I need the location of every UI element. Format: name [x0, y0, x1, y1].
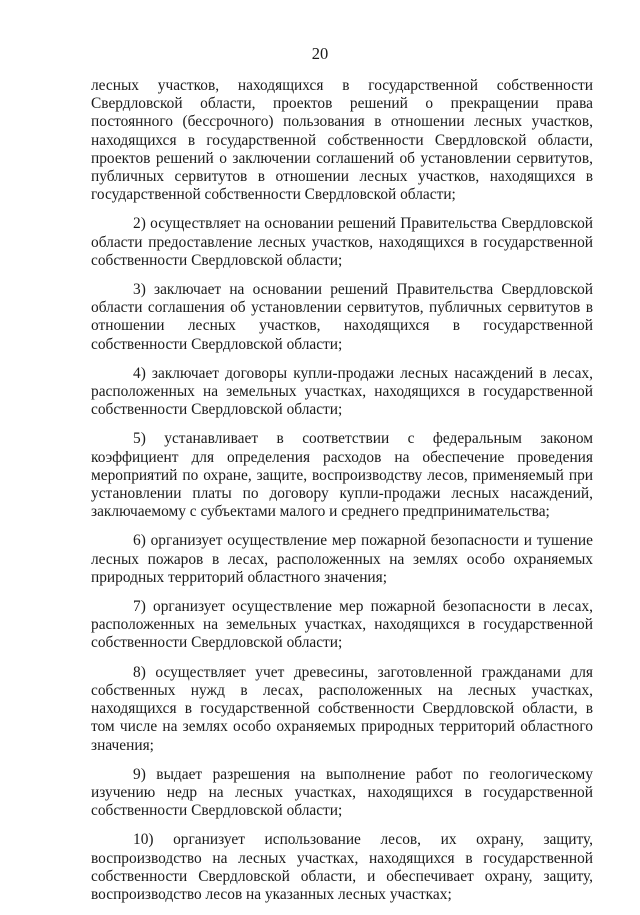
page-number: 20: [311, 44, 329, 63]
paragraph-continuation: лесных участков, находящихся в государственной собственности Свердловской области, проектов решений о прекращении права постоянного (бессрочного) пользования в отношении лесных участков, находящихся в государственной собственности Свердловской области, проектов решений о заключении соглашений об установлении сервитутов, публичных сервитутов в отношении лесных участков, находящихся в государственной собственности Свердловской области;: [91, 77, 593, 204]
paragraph-item-7: 7) организует осуществление мер пожарной безопасности в лесах, расположенных на земельных участках, находящихся в государственной собственности Свердловской области;: [91, 598, 593, 652]
paragraph-item-6: 6) организует осуществление мер пожарной безопасности и тушение лесных пожаров в лесах, расположенных на землях особо охраняемых природных территорий областного значения;: [91, 532, 593, 586]
paragraph-item-2: 2) осуществляет на основании решений Правительства Свердловской области предоставление лесных участков, находящихся в государственной собственности Свердловской области;: [91, 215, 593, 269]
paragraph-item-4: 4) заключает договоры купли-продажи лесных насаждений в лесах, расположенных на земельных участках, находящихся в государственной собственности Свердловской области;: [91, 364, 593, 419]
paragraph-item-9: 9) выдает разрешения на выполнение работ по геологическому изучению недр на лесных участках, находящихся в государственной собственности Свердловской области;: [91, 765, 593, 820]
paragraph-item-10: 10) организует использование лесов, их охрану, защиту, воспроизводство на лесных участках, находящихся в государственной собственности Свердловской области, и обеспечивает охрану, защиту, воспроизводство лесов на указанных лесных участках;: [91, 831, 593, 903]
paragraph-item-8: 8) осуществляет учет древесины, заготовленной гражданами для собственных нужд в лесах, расположенных на лесных участках, находящихся в государственной собственности Свердловской области, в том числе на землях особо охраняемых природных территорий областного значения;: [91, 663, 593, 754]
paragraph-item-3: 3) заключает на основании решений Правительства Свердловской области соглашения об установлении сервитутов, публичных сервитутов в отношении лесных участков, находящихся в государственной собственности Свердловской области;: [91, 281, 593, 353]
paragraph-item-5: 5) устанавливает в соответствии с федеральным законом коэффициент для определения расходов на обеспечение проведения мероприятий по охране, защите, воспроизводству лесов, применяемый при установлении платы по договору купли-продажи лесных насаждений, заключаемому с субъектами малого и среднего предпринимательства;: [91, 430, 593, 521]
document-body: [91, 77, 593, 915]
